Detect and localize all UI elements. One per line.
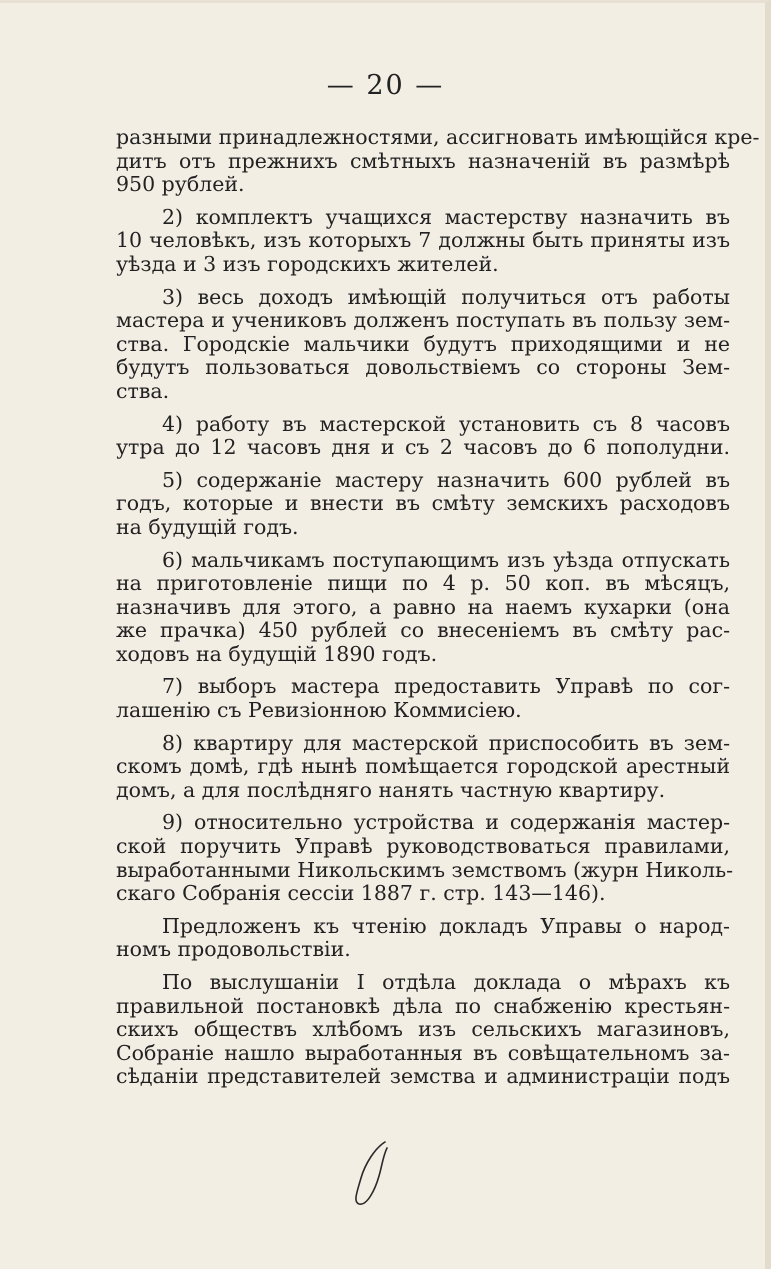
paragraph-item-8 — [116, 732, 730, 803]
text-line: 6) мальчикамъ поступающимъ изъ уѣзда отпускать — [162, 547, 730, 572]
text-line: домъ, а для послѣдняго нанять частную квартиру. — [116, 777, 666, 802]
text-line: выработанными Никольскимъ земствомъ (журн Николь- — [116, 857, 734, 882]
paragraph-item-5 — [116, 469, 730, 540]
text-line: разными принадлежностями, ассигновать имѣющійся кре- — [116, 125, 760, 149]
paragraph-item-9 — [116, 810, 734, 906]
paragraph-item-2 — [116, 206, 730, 277]
text-line: будутъ пользоваться довольствіемъ со стороны Зем- — [116, 355, 730, 380]
paragraph-grain-supply — [116, 971, 730, 1089]
text-line: 3) весь доходъ имѣющій получиться отъ работы — [162, 284, 730, 309]
text-line: на приготовленіе пищи по 4 р. 50 коп. въ мѣсяцъ, — [116, 571, 730, 596]
text-line: 950 рублей. — [116, 172, 245, 197]
text-line: на будущій годъ. — [116, 514, 299, 539]
text-line: уѣзда и 3 изъ городскихъ жителей. — [116, 251, 499, 276]
text-line: дитъ отъ прежнихъ смѣтныхъ назначеній въ размѣрѣ — [116, 148, 730, 173]
text-line: утра до 12 часовъ дня и съ 2 часовъ до 6 пополудни. — [116, 435, 730, 460]
text-line: 7) выборъ мастера предоставить Управѣ по сог- — [162, 674, 730, 699]
text-line: номъ продовольствіи. — [116, 937, 351, 962]
text-line: лашенію съ Ревизіонною Коммисіею. — [116, 698, 522, 723]
paragraph-food-report — [116, 915, 730, 962]
text-line: скомъ домѣ, гдѣ нынѣ помѣщается городской арестный — [116, 754, 730, 779]
pen-mark-signature — [345, 1138, 405, 1208]
text-line: же прачка) 450 рублей со внесеніемъ въ смѣту рас- — [116, 618, 730, 643]
text-line: Собраніе нашло выработанныя въ совѣщательномъ за- — [116, 1040, 730, 1065]
text-line: По выслушаніи I отдѣла доклада о мѣрахъ къ — [162, 970, 730, 994]
text-line: мастера и учениковъ долженъ поступать въ пользу зем- — [116, 308, 730, 333]
text-line: ства. — [116, 378, 170, 403]
text-line: скаго Собранія сессіи 1887 г. стр. 143—146). — [116, 881, 606, 906]
paragraph-item-4 — [116, 413, 730, 460]
paragraph-1-continuation — [116, 125, 760, 197]
paragraph-item-6 — [116, 549, 730, 667]
paragraph-item-3 — [116, 286, 730, 404]
text-line: правильной постановкѣ дѣла по снабженію крестьян- — [116, 993, 730, 1018]
text-line: 10 человѣкъ, изъ которыхъ 7 должны быть приняты изъ — [116, 228, 730, 253]
text-line: сѣданіи представителей земства и администраціи подъ — [116, 1064, 730, 1089]
body-text — [116, 125, 760, 1098]
text-line: скихъ обществъ хлѣбомъ изъ сельскихъ магазиновъ, — [116, 1017, 730, 1042]
text-line: 5) содержаніе мастеру назначить 600 рублей въ — [162, 467, 730, 492]
text-line: ства. Городскіе мальчики будутъ приходящими и не — [116, 331, 730, 356]
text-line: 9) относительно устройства и содержанія мастер- — [162, 810, 730, 835]
text-line: ской поручить Управѣ руководствоваться правилами, — [116, 834, 730, 859]
text-line: Предложенъ къ чтенію докладъ Управы о народ- — [162, 913, 730, 938]
text-line: 2) комплектъ учащихся мастерству назначить въ — [162, 204, 730, 229]
text-line: 8) квартиру для мастерской приспособить въ зем- — [162, 730, 730, 755]
page-number: — 20 — — [326, 70, 445, 101]
text-line: 4) работу въ мастерской установить съ 8 часовъ — [162, 411, 730, 436]
text-line: ходовъ на будущій 1890 годъ. — [116, 641, 438, 666]
text-line: годъ, которые и внести въ смѣту земскихъ расходовъ — [116, 491, 730, 516]
text-line: назначивъ для этого, а равно на наемъ кухарки (она — [116, 594, 730, 619]
paragraph-item-7 — [116, 675, 730, 722]
